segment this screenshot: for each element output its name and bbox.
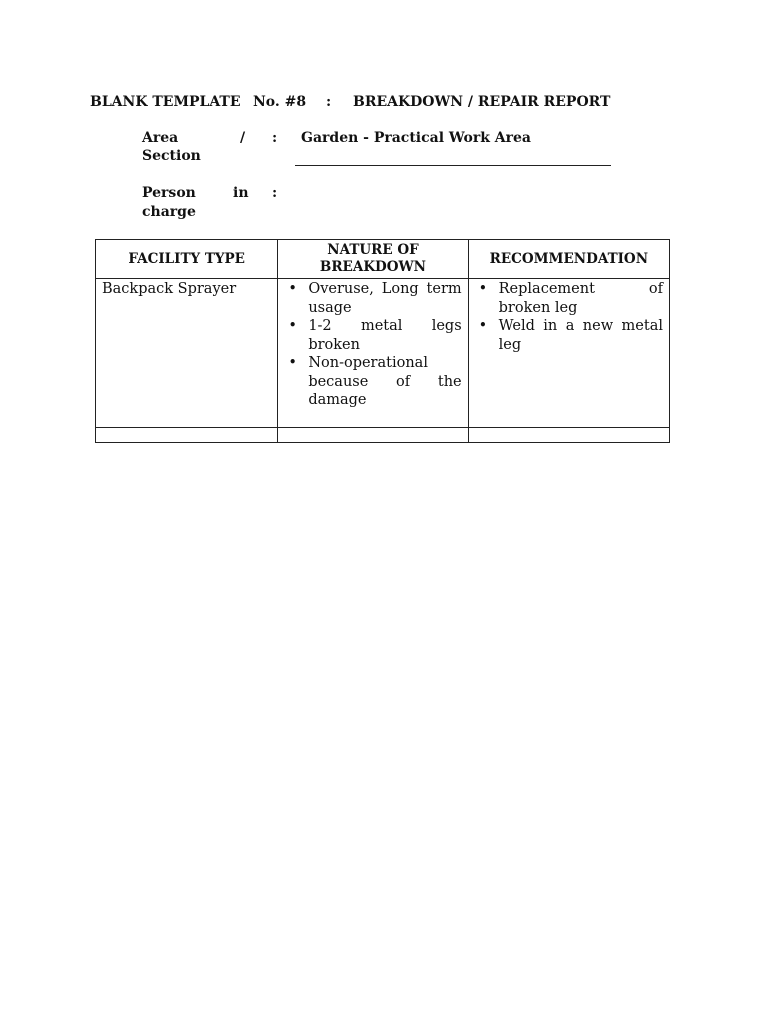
header-nature-of-breakdown: NATURE OF BREAKDOWN: [278, 240, 468, 279]
empty-cell: [468, 428, 669, 443]
empty-table-row: [96, 428, 670, 443]
template-number: No. #8: [253, 94, 307, 110]
facility-cell: Backpack Sprayer: [96, 279, 278, 428]
person-in-label: in: [233, 185, 249, 201]
empty-cell: [278, 428, 468, 443]
person-colon: :: [272, 185, 278, 201]
table-row: [96, 279, 670, 428]
area-underline: [295, 165, 611, 166]
list-item: • 1-2 metal legs broken: [308, 317, 461, 354]
header-colon: :: [326, 94, 332, 110]
header-recommendation: RECOMMENDATION: [468, 240, 669, 279]
report-table: [95, 239, 670, 443]
area-colon: :: [272, 130, 278, 146]
area-slash: /: [240, 130, 246, 146]
person-label: Person: [142, 185, 196, 201]
empty-cell: [96, 428, 278, 443]
area-value: Garden - Practical Work Area: [301, 130, 531, 146]
list-item: • Replacement of broken leg: [499, 280, 663, 317]
list-item: • Weld in a new metal leg: [499, 317, 663, 354]
template-label: BLANK TEMPLATE: [90, 94, 241, 110]
recommendation-list: [475, 280, 663, 354]
section-label: Section: [142, 148, 201, 164]
breakdown-list: [284, 280, 461, 410]
header-facility-type: FACILITY TYPE: [96, 240, 278, 279]
table-header-row: [96, 240, 670, 279]
list-item: • Non-operational because of the damage: [308, 354, 461, 410]
area-label: Area: [142, 130, 179, 146]
report-title: BREAKDOWN / REPAIR REPORT: [353, 94, 611, 110]
charge-label: charge: [142, 204, 196, 220]
breakdown-cell: [278, 279, 468, 428]
list-item: • Overuse, Long term usage: [308, 280, 461, 317]
recommendation-cell: [468, 279, 669, 428]
